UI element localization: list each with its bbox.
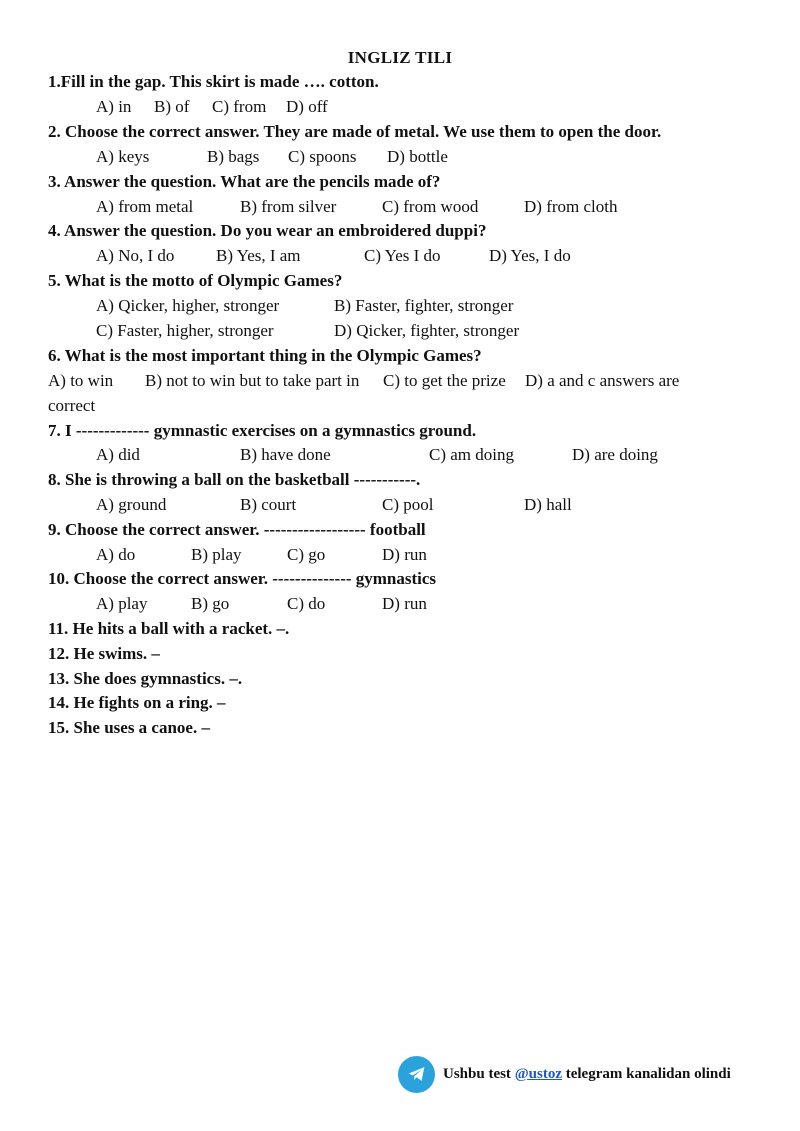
- option-9c: C) go: [287, 545, 326, 564]
- question-6: 6. What is the most important thing in the Olympic Games?: [48, 346, 482, 365]
- footer-suffix: telegram kanalidan olindi: [561, 1065, 731, 1082]
- option-1d: D) off: [286, 97, 328, 116]
- option-3a: A) from metal: [96, 197, 194, 216]
- question-13: 13. She does gymnastics. –.: [48, 669, 243, 688]
- option-10b: B) go: [191, 594, 230, 613]
- question-15: 15. She uses a canoe. –: [48, 718, 210, 737]
- question-2: 2. Choose the correct answer. They are made of metal. We use them to open the door.: [48, 122, 662, 141]
- option-1b: B) of: [154, 97, 190, 116]
- option-1c: C) from: [212, 97, 267, 116]
- question-4: 4. Answer the question. Do you wear an embroidered duppi?: [48, 221, 487, 240]
- option-2c: C) spoons: [288, 147, 357, 166]
- option-5a: A) Qicker, higher, stronger: [96, 296, 280, 315]
- option-6c: C) to get the prize: [383, 371, 506, 390]
- option-5b: B) Faster, fighter, stronger: [334, 296, 514, 315]
- option-7a: A) did: [96, 445, 140, 464]
- question-1: 1.Fill in the gap. This skirt is made …. cotton.: [48, 72, 379, 91]
- option-10d: D) run: [382, 594, 427, 613]
- option-6b: B) not to win but to take part in: [145, 371, 360, 390]
- option-4c: C) Yes I do: [364, 246, 441, 265]
- question-11: 11. He hits a ball with a racket. –.: [48, 619, 290, 638]
- question-5: 5. What is the motto of Olympic Games?: [48, 271, 343, 290]
- option-10c: C) do: [287, 594, 326, 613]
- question-10: 10. Choose the correct answer. -------------- gymnastics: [48, 569, 437, 588]
- option-5c: C) Faster, higher, stronger: [96, 321, 274, 340]
- option-3d: D) from cloth: [524, 197, 618, 216]
- option-1a: A) in: [96, 97, 132, 116]
- telegram-icon[interactable]: [398, 1056, 435, 1093]
- option-9b: B) play: [191, 545, 242, 564]
- option-4a: A) No, I do: [96, 246, 175, 265]
- option-7c: C) am doing: [429, 445, 514, 464]
- question-8: 8. She is throwing a ball on the basketball -----------.: [48, 470, 421, 489]
- option-7b: B) have done: [240, 445, 331, 464]
- option-5d: D) Qicker, fighter, stronger: [334, 321, 520, 340]
- footer-prefix: Ushbu test: [443, 1065, 515, 1082]
- option-2b: B) bags: [207, 147, 260, 166]
- option-4b: B) Yes, I am: [216, 246, 301, 265]
- question-9: 9. Choose the correct answer. ------------------ football: [48, 520, 426, 539]
- option-2d: D) bottle: [387, 147, 448, 166]
- option-9d: D) run: [382, 545, 427, 564]
- option-9a: A) do: [96, 545, 136, 564]
- footer-text: [443, 1066, 731, 1083]
- option-8c: C) pool: [382, 495, 434, 514]
- footer-credit: [398, 1055, 731, 1093]
- option-6d-continued: correct: [48, 396, 96, 415]
- question-14: 14. He fights on a ring. –: [48, 693, 226, 712]
- option-10a: A) play: [96, 594, 148, 613]
- option-6d: D) a and c answers are: [525, 371, 680, 390]
- option-2a: A) keys: [96, 147, 150, 166]
- option-3c: C) from wood: [382, 197, 479, 216]
- question-3: 3. Answer the question. What are the pencils made of?: [48, 172, 441, 191]
- channel-link[interactable]: @ustoz: [514, 1065, 562, 1082]
- option-4d: D) Yes, I do: [489, 246, 571, 265]
- question-7: 7. I ------------- gymnastic exercises on a gymnastics ground.: [48, 421, 477, 440]
- option-8d: D) hall: [524, 495, 572, 514]
- option-8a: A) ground: [96, 495, 167, 514]
- option-6a: A) to win: [48, 371, 114, 390]
- option-3b: B) from silver: [240, 197, 337, 216]
- option-8b: B) court: [240, 495, 297, 514]
- question-12: 12. He swims. –: [48, 644, 160, 663]
- page-title: INGLIZ TILI: [347, 48, 453, 67]
- option-7d: D) are doing: [572, 445, 658, 464]
